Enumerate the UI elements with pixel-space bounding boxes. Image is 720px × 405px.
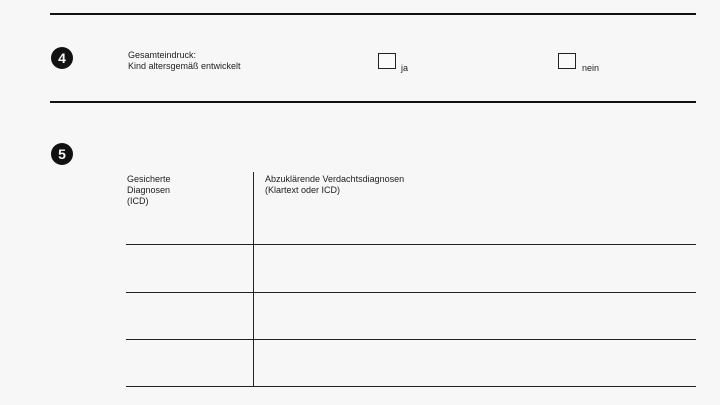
section-divider — [50, 101, 696, 103]
section-4-label: Gesamteindruck: Kind altersgemäß entwickelt — [128, 50, 241, 71]
column-divider — [253, 172, 254, 387]
checkbox-nein-label: nein — [582, 63, 600, 73]
section-4-number: 4 — [51, 47, 73, 69]
column-header-confirmed-diagnoses: Gesicherte Diagnosen (ICD) — [127, 174, 171, 206]
section-5-number: 5 — [51, 143, 73, 165]
diagnosis-row-line[interactable] — [126, 292, 696, 293]
checkbox-nein[interactable] — [558, 53, 576, 69]
column-header-suspected-diagnoses: Abzuklärende Verdachtsdiagnosen (Klartext oder ICD) — [265, 174, 405, 195]
diagnosis-row-line[interactable] — [126, 339, 696, 340]
checkbox-ja[interactable] — [378, 53, 396, 69]
diagnosis-row-line[interactable] — [126, 244, 696, 245]
top-divider — [50, 13, 696, 15]
diagnosis-row-line[interactable] — [126, 386, 696, 387]
checkbox-ja-label: ja — [401, 63, 409, 73]
